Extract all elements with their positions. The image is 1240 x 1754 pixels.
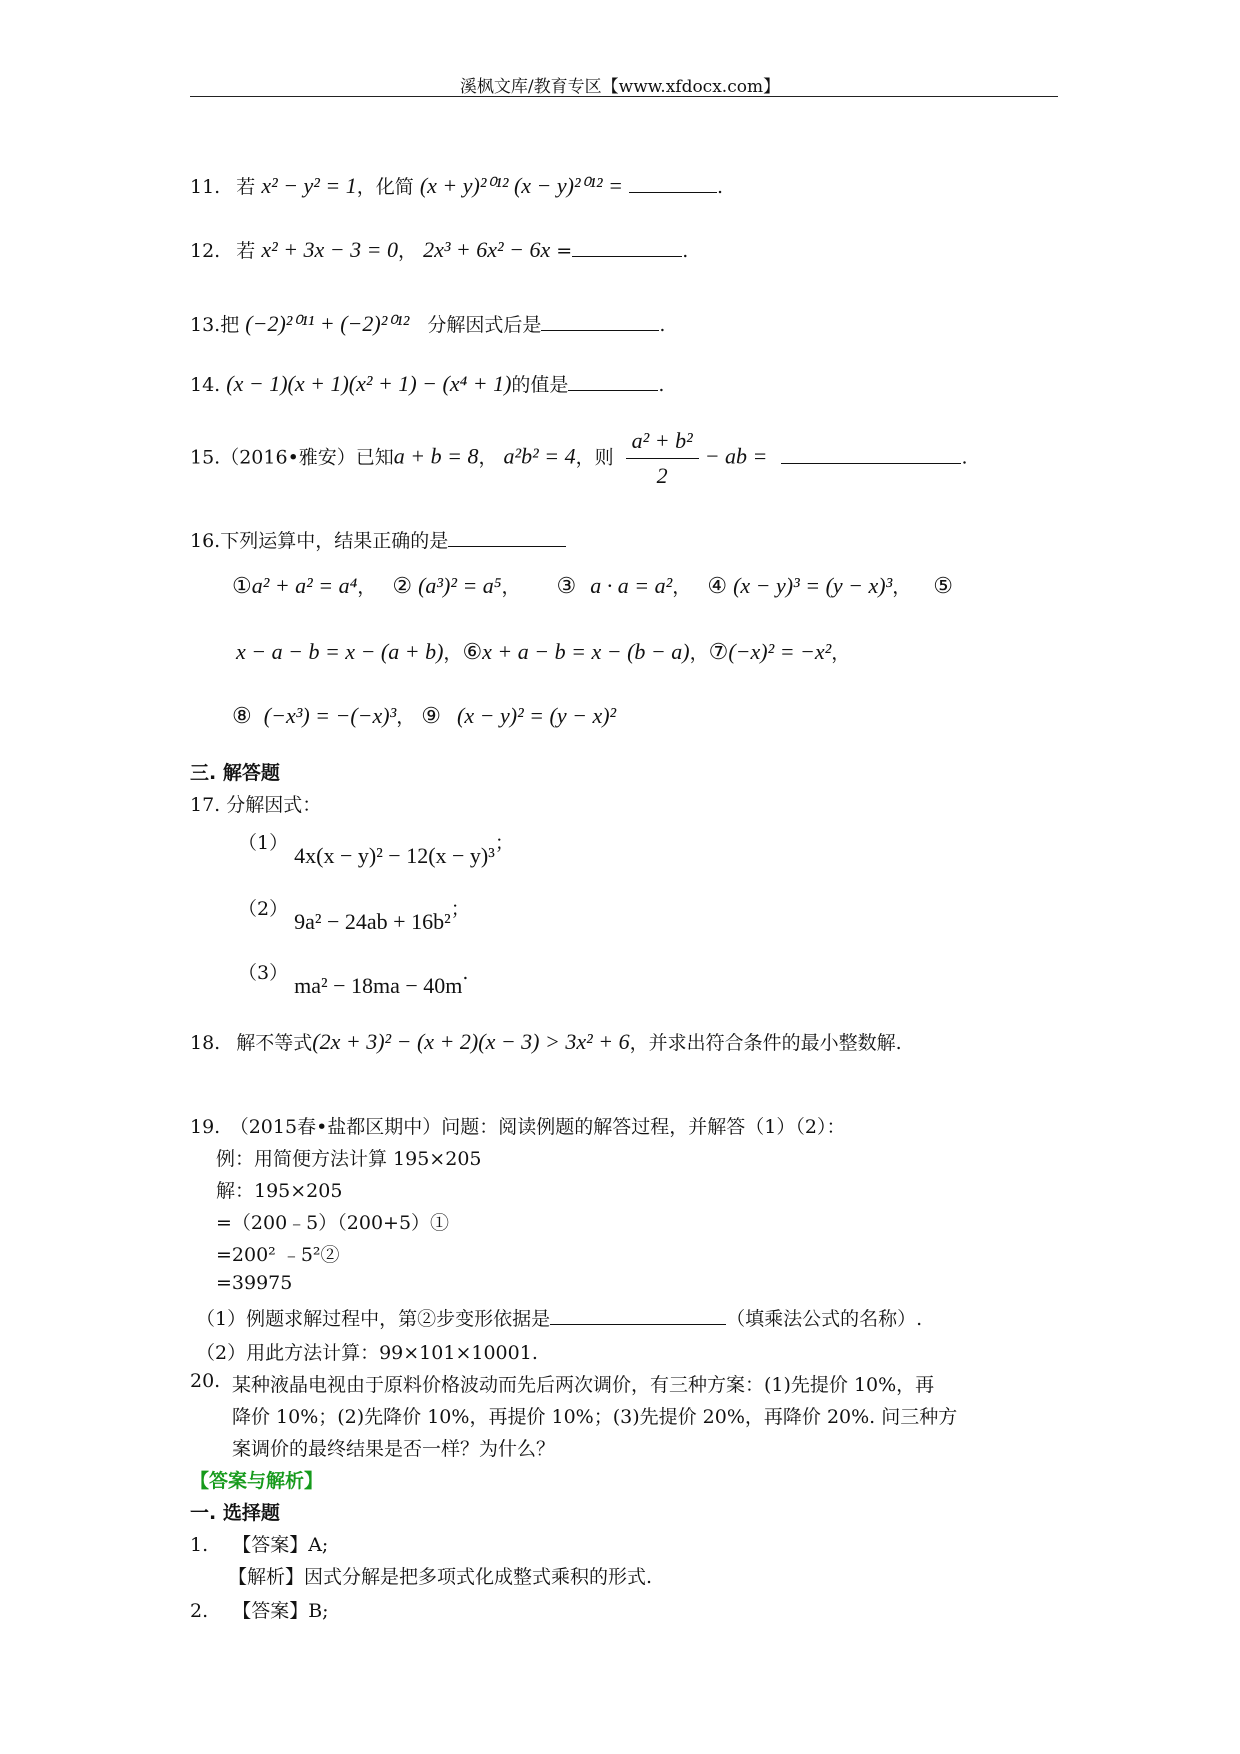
q12-equals: = xyxy=(556,240,573,262)
q16-opt-9-mark: ⑨ xyxy=(421,704,441,729)
q16-opt-7-mark: ⑦ xyxy=(708,640,729,665)
q17-part-1-end: ； xyxy=(494,832,514,854)
header-rule xyxy=(190,96,1058,97)
q16-opt-1: a² + a² = a⁴ xyxy=(251,573,358,598)
q15-answer-blank xyxy=(781,462,961,464)
q17-part-3 xyxy=(238,958,469,998)
question-20-number: 20. xyxy=(190,1370,221,1392)
question-12 xyxy=(190,236,688,263)
question-13 xyxy=(190,310,665,337)
q19-part-2: （2）用此方法计算：99×101×10001. xyxy=(196,1342,538,1364)
q16-opt-5-mark: ⑤ xyxy=(933,574,953,599)
q20-line-1: 某种液晶电视由于原料价格波动而先后两次调价，有三种方案：(1)先提价 10%，再 xyxy=(232,1374,935,1396)
q12-sep: ， xyxy=(398,240,418,262)
q12-period: . xyxy=(682,240,689,262)
q17-part-3-math: ma² − 18ma − 40m xyxy=(294,973,463,998)
q16-comma: ， xyxy=(831,642,851,664)
q12-text-a: 若 xyxy=(236,240,256,262)
q16-row-3 xyxy=(232,702,616,729)
q16-opt-4-mark: ④ xyxy=(707,574,728,599)
q16-opt-8-mark: ⑧ xyxy=(232,704,252,729)
section-heading-choice: 一. 选择题 xyxy=(190,1502,280,1524)
q16-comma: ， xyxy=(443,642,463,664)
answer-1-analysis: 【解析】因式分解是把多项式化成整式乘积的形式. xyxy=(228,1566,653,1588)
q16-comma: ， xyxy=(357,576,377,598)
q15-text-a: （2016•雅安）已知 xyxy=(220,446,394,469)
answer-1-answer: 【答案】A; xyxy=(232,1534,329,1556)
q15-number: 15. xyxy=(190,446,221,469)
q19-line-2: 解：195×205 xyxy=(216,1180,343,1202)
answer-2 xyxy=(190,1596,329,1623)
q12-math-b: 2x³ + 6x² − 6x xyxy=(423,237,551,262)
q14-answer-blank xyxy=(568,389,658,391)
q16-opt-8: (−x³) = −(−x)³ xyxy=(263,703,397,728)
q19-line-5: =39975 xyxy=(216,1272,293,1294)
q16-opt-5: x − a − b = x − (a + b) xyxy=(236,639,444,664)
q19-part-1-text-a: （1）例题求解过程中，第②步变形依据是 xyxy=(196,1308,551,1330)
q15-math-a: a + b = 8 xyxy=(393,443,479,469)
q14-text-b: 的值是 xyxy=(511,374,569,396)
q17-part-2-math: 9a² − 24ab + 16b² xyxy=(294,909,451,934)
q19-line-1: 例：用简便方法计算 195×205 xyxy=(216,1148,482,1170)
q16-opt-7: (−x)² = −x² xyxy=(728,639,832,664)
q19-answer-blank xyxy=(550,1323,726,1325)
q12-math-a: x² + 3x − 3 = 0 xyxy=(261,237,398,262)
answer-2-number: 2. xyxy=(190,1600,209,1622)
q16-number: 16. xyxy=(190,530,221,552)
q16-opt-2: (a³)² = a⁵ xyxy=(418,573,502,598)
page-header: 溪枫文库/教育专区【www.xfdocx.com】 xyxy=(459,77,781,97)
answer-2-answer: 【答案】B; xyxy=(232,1600,329,1622)
q16-row-2 xyxy=(236,638,850,665)
q11-period: . xyxy=(716,176,724,198)
q11-text-b: ，化简 xyxy=(356,176,414,198)
q13-text-b: 分解因式后是 xyxy=(427,314,542,336)
q16-opt-6: x + a − b = x − (b − a) xyxy=(482,639,690,664)
q15-math-c: − ab = xyxy=(704,443,768,469)
q12-answer-blank xyxy=(572,255,682,257)
q13-text-a: 把 xyxy=(220,314,240,336)
q17-part-3-label: （3） xyxy=(238,962,289,984)
question-11 xyxy=(190,172,723,199)
q16-opt-3: a · a = a² xyxy=(590,573,673,598)
q16-comma: ， xyxy=(689,642,709,664)
q16-opt-4: (x − y)³ = (y − x)³ xyxy=(733,573,893,598)
answer-1 xyxy=(190,1530,328,1557)
q19-line-3: =（200﹣5）（200+5）① xyxy=(216,1212,450,1234)
q17-part-1-label: （1） xyxy=(238,832,289,854)
question-17-title: 17. 分解因式： xyxy=(190,794,322,816)
q18-number: 18. xyxy=(190,1032,221,1054)
q15-math-b: a²b² = 4 xyxy=(503,443,576,469)
section-heading-solve: 三. 解答题 xyxy=(190,762,280,784)
q15-sep: ， xyxy=(478,446,498,469)
answer-1-number: 1. xyxy=(190,1534,209,1556)
q14-number: 14. xyxy=(190,374,221,396)
q16-comma: ， xyxy=(892,576,912,598)
q17-part-2 xyxy=(238,894,470,934)
q16-opt-9: (x − y)² = (y − x)² xyxy=(457,703,617,728)
q17-part-3-end: . xyxy=(462,962,469,984)
q11-math-b: (x + y)²⁰¹² (x − y)²⁰¹² = xyxy=(419,173,623,198)
question-18 xyxy=(190,1028,902,1055)
question-16 xyxy=(190,526,566,553)
q11-math-a: x² − y² = 1 xyxy=(261,173,357,198)
q19-part-1-text-b: （填乘法公式的名称）. xyxy=(726,1308,923,1330)
q15-fraction-numerator: a² + b² xyxy=(626,428,699,459)
q20-line-2: 降价 10%；(2)先降价 10%，再提价 10%；(3)先提价 20%，再降价 20%. 问三种方 xyxy=(232,1406,958,1428)
q11-answer-blank xyxy=(629,191,717,193)
q11-number: 11. xyxy=(190,176,221,198)
q15-fraction xyxy=(626,428,699,489)
q17-part-2-label: （2） xyxy=(238,898,289,920)
q17-part-2-end: ； xyxy=(450,898,470,920)
q11-text-a: 若 xyxy=(236,176,256,198)
q16-row-1 xyxy=(232,572,953,599)
q16-opt-2-mark: ② xyxy=(392,574,413,599)
q16-comma: ， xyxy=(396,706,416,728)
question-14 xyxy=(190,370,664,397)
question-15 xyxy=(190,428,968,489)
q16-text: 下列运算中，结果正确的是 xyxy=(220,530,449,552)
q14-period: . xyxy=(658,374,665,396)
q18-text-a: 解不等式 xyxy=(236,1032,313,1054)
q16-opt-3-mark: ③ xyxy=(556,574,577,599)
q19-line-4: =200² ﹣5²② xyxy=(216,1244,340,1266)
q13-math-a: (−2)²⁰¹¹ + (−2)²⁰¹² xyxy=(245,311,410,336)
q15-period: . xyxy=(961,446,968,469)
question-19-title: 19. （2015春•盐都区期中）问题：阅读例题的解答过程，并解答（1）（2）： xyxy=(190,1116,846,1138)
q15-fraction-denominator: 2 xyxy=(656,463,668,488)
q20-line-3: 案调价的最终结果是否一样？为什么？ xyxy=(232,1438,556,1460)
q12-number: 12. xyxy=(190,240,221,262)
q13-period: . xyxy=(659,314,666,336)
q16-answer-blank xyxy=(448,545,566,547)
q13-number: 13. xyxy=(190,314,221,336)
answers-heading: 【答案与解析】 xyxy=(190,1470,324,1492)
q13-answer-blank xyxy=(541,329,659,331)
q16-comma: ， xyxy=(501,576,521,598)
q15-text-b: ，则 xyxy=(575,446,614,469)
q16-opt-1-mark: ① xyxy=(232,574,252,599)
q18-math: (2x + 3)² − (x + 2)(x − 3) > 3x² + 6 xyxy=(312,1029,630,1054)
q17-part-1 xyxy=(238,828,514,868)
q14-math-a: (x − 1)(x + 1)(x² + 1) − (x⁴ + 1) xyxy=(226,371,512,396)
q16-comma: ， xyxy=(672,576,692,598)
q16-opt-6-mark: ⑥ xyxy=(462,640,483,665)
q17-part-1-math: 4x(x − y)² − 12(x − y)³ xyxy=(294,843,495,868)
q18-text-b: ，并求出符合条件的最小整数解. xyxy=(629,1032,902,1054)
q19-part-1 xyxy=(196,1304,922,1331)
